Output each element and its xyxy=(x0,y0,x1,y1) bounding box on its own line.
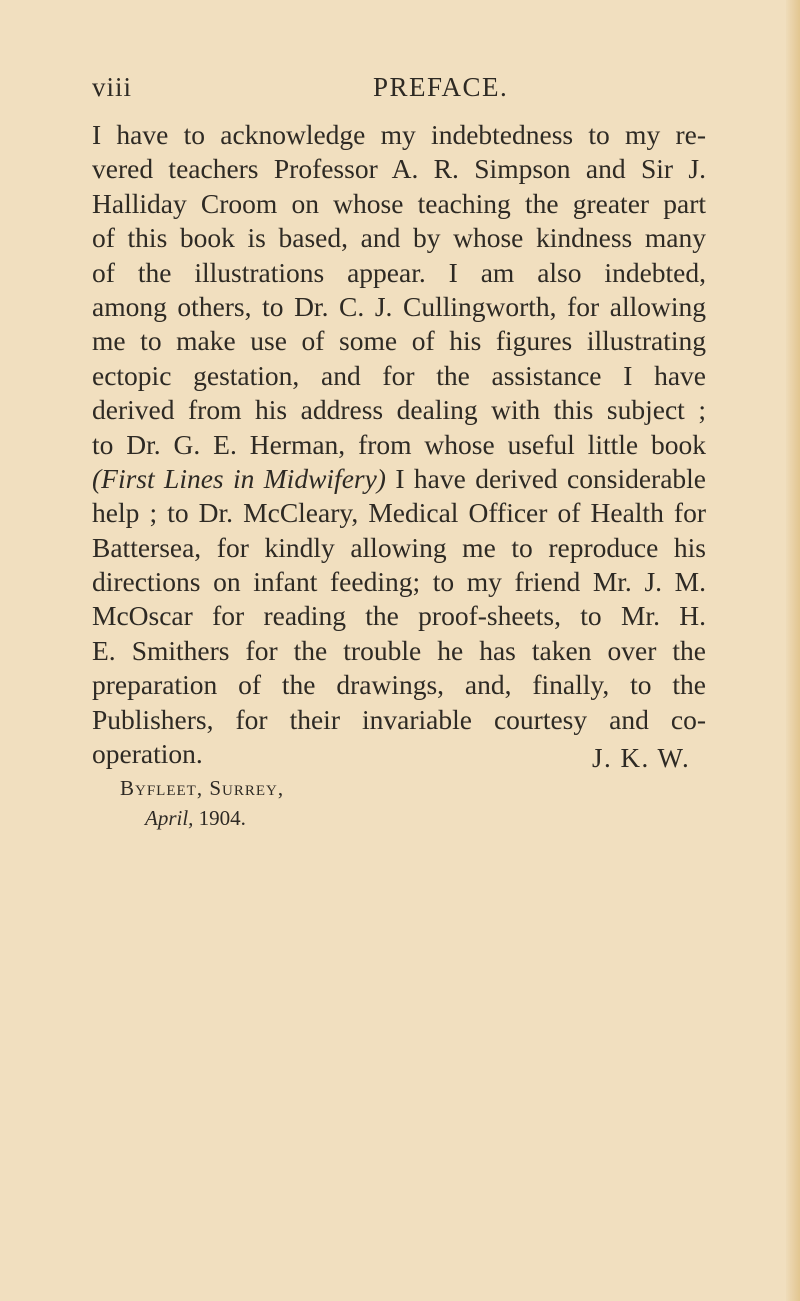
text-line: preparation of the drawings, and, finally, to the xyxy=(92,669,706,701)
text-line: me to make use of some of his figures illustrating xyxy=(92,325,706,357)
text-line: derived from his address dealing with this subject ; xyxy=(92,394,706,426)
text-line: of the illustrations appear. I am also indebted, xyxy=(92,256,706,288)
text-line: of this book is based, and by whose kindness many xyxy=(92,222,706,254)
text-line: operation. xyxy=(92,738,203,770)
signature-place: Byfleet, Surrey, xyxy=(120,776,285,800)
text-line: among others, to Dr. C. J. Cullingworth, for allowing xyxy=(92,290,706,322)
text-line: help ; to Dr. McCleary, Medical Officer of Health for xyxy=(92,497,706,529)
text-line: ectopic gestation, and for the assistance I have xyxy=(92,359,706,391)
signature-month: April, xyxy=(145,806,194,830)
text-line: to Dr. G. E. Herman, from whose useful little book xyxy=(92,428,706,460)
text-line: I have to acknowledge my indebtedness to my re- xyxy=(92,119,706,150)
text-line: Halliday Croom on whose teaching the greater part xyxy=(92,187,706,219)
page-edge xyxy=(786,0,800,1301)
text-line-continuation: I have derived considerable xyxy=(395,462,706,494)
text-line-with-book-title xyxy=(92,462,706,496)
running-head: PREFACE. xyxy=(373,72,509,102)
text-line: Publishers, for their invariable courtesy and co- xyxy=(92,703,706,735)
text-line: Battersea, for kindly allowing me to reproduce his xyxy=(92,531,706,563)
author-initials: J. K. W. xyxy=(592,743,691,773)
text-line: directions on infant feeding; to my friend Mr. J. M. xyxy=(92,566,706,598)
book-title: (First Lines in Midwifery) xyxy=(92,462,386,494)
text-line: McOscar for reading the proof-sheets, to Mr. H. xyxy=(92,600,706,632)
signature-date xyxy=(145,806,246,831)
page-header xyxy=(92,72,706,108)
page-number: viii xyxy=(92,72,133,102)
text-line: vered teachers Professor A. R. Simpson and Sir J. xyxy=(92,153,706,185)
signature-year: 1904. xyxy=(198,806,246,830)
preface-paragraph xyxy=(92,118,706,771)
text-line: E. Smithers for the trouble he has taken over the xyxy=(92,634,706,666)
